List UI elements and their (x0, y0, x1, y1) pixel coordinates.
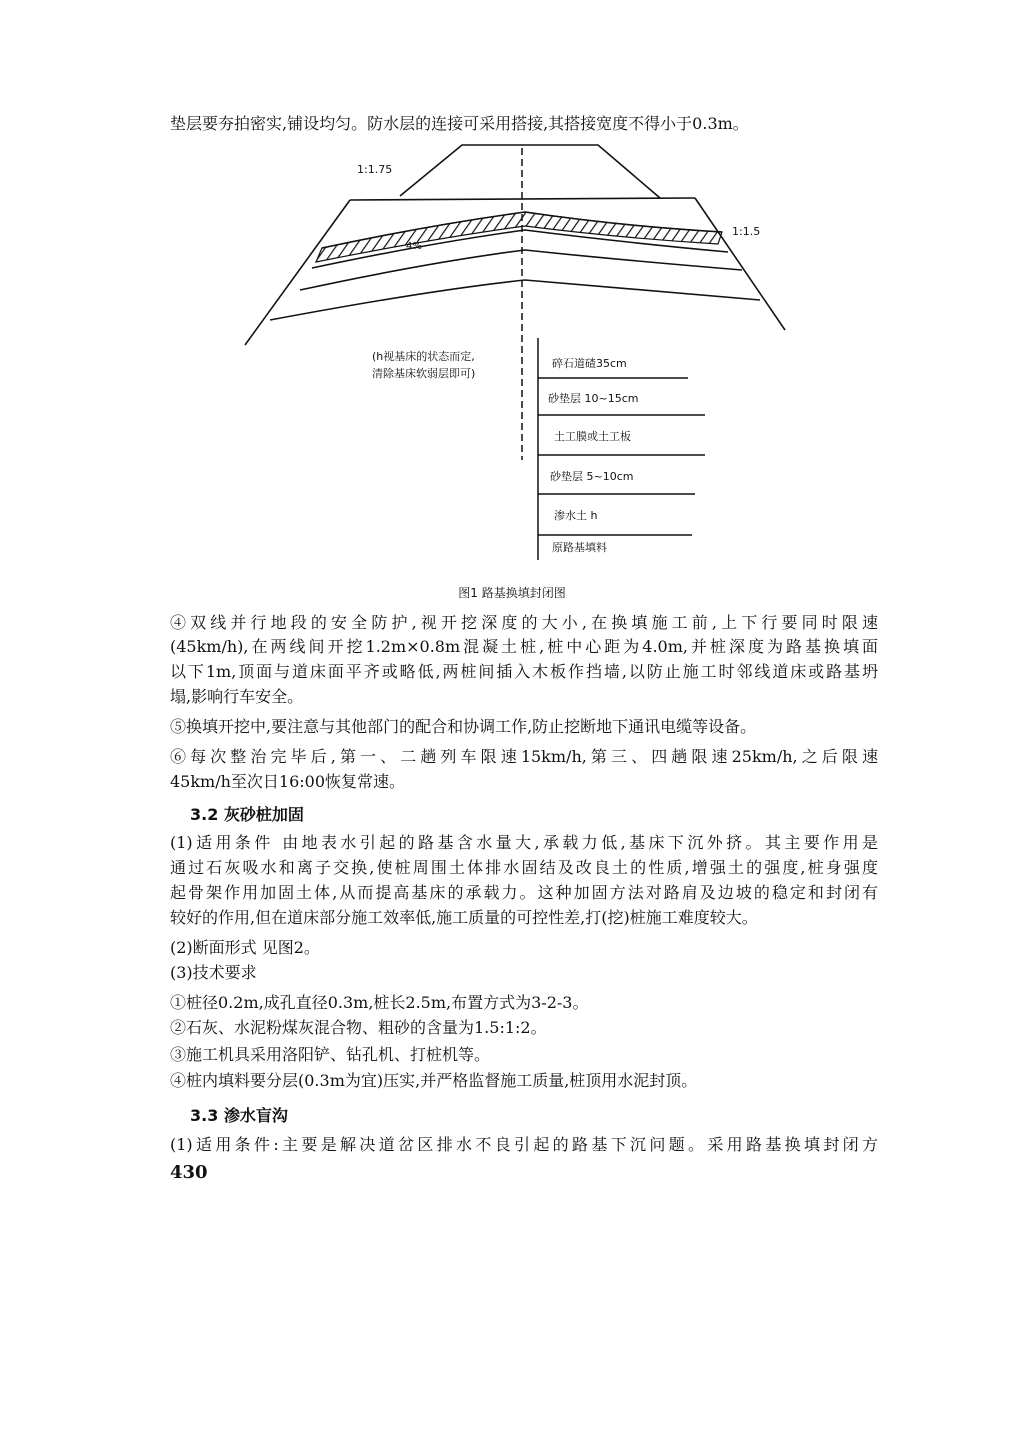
layer-label: 渗水土 h (554, 509, 598, 522)
paragraph-line: ③施工机具采用洛阳铲、钻孔机、打桩机等。 (170, 1045, 491, 1064)
layer-label: 原路基填料 (552, 541, 607, 554)
note-line-2: 清除基床软弱层即可) (372, 367, 476, 380)
paragraph-line: 塌,影响行车安全。 (170, 687, 304, 706)
figure-caption: 图1 路基换填封闭图 (458, 586, 566, 600)
paragraph-line: 起骨架作用加固土体,从而提高基床的承载力。这种加固方法对路肩及边坡的稳定和封闭有 (170, 883, 878, 902)
paragraph-line: (3)技术要求 (170, 963, 257, 982)
slope-label-left: 1:1.75 (357, 163, 393, 176)
layer-label: 土工膜或土工板 (554, 430, 631, 443)
paragraph-line: ②石灰、水泥粉煤灰混合物、粗砂的含量为1.5:1:2。 (170, 1018, 547, 1037)
paragraph-line: ④双线并行地段的安全防护,视开挖深度的大小,在换填施工前,上下行要同时限速 (170, 613, 878, 632)
paragraph-line: 通过石灰吸水和离子交换,使桩周围土体排水固结及改良土的性质,增强土的强度,桩身强度 (170, 858, 878, 877)
subgrade-diagram (0, 0, 1024, 600)
paragraph-line: 45km/h至次日16:00恢复常速。 (170, 772, 406, 791)
paragraph-line: 以下1m,顶面与道床面平齐或略低,两桩间插入木板作挡墙,以防止施工时邻线道床或路基坍 (170, 662, 878, 681)
section-heading-3-2: 3.2 灰砂桩加固 (190, 805, 304, 824)
paragraph-line: (1)适用条件 由地表水引起的路基含水量大,承载力低,基床下沉外挤。其主要作用是 (170, 833, 878, 852)
paragraph-line: 较好的作用,但在道床部分施工效率低,施工质量的可控性差,打(挖)桩施工难度较大。 (170, 908, 758, 927)
paragraph-line: (45km/h),在两线间开挖1.2m×0.8m混凝土桩,桩中心距为4.0m,并桩深度为路基换填面 (170, 637, 878, 656)
paragraph-line: ⑥每次整治完毕后,第一、二趟列车限速15km/h,第三、四趟限速25km/h,之后限速 (170, 747, 878, 766)
page-number: 430 (170, 1162, 208, 1183)
section-heading-3-3: 3.3 渗水盲沟 (190, 1106, 288, 1125)
paragraph-line: ⑤换填开挖中,要注意与其他部门的配合和协调工作,防止挖断地下通讯电缆等设备。 (170, 717, 757, 736)
paragraph-line: (2)断面形式 见图2。 (170, 938, 320, 957)
intro-text: 垫层要夯拍密实,铺设均匀。防水层的连接可采用搭接,其搭接宽度不得小于0.3m。 (170, 114, 749, 133)
layer-label: 砂垫层 10~15cm (548, 392, 639, 405)
grade-label: 4% (406, 241, 422, 252)
layer-label: 砂垫层 5~10cm (550, 470, 634, 483)
paragraph-line: ①桩径0.2m,成孔直径0.3m,桩长2.5m,布置方式为3-2-3。 (170, 993, 589, 1012)
paragraph-line: ④桩内填料要分层(0.3m为宜)压实,并严格监督施工质量,桩顶用水泥封顶。 (170, 1071, 698, 1090)
slope-label-right: 1:1.5 (732, 225, 761, 238)
note-line-1: (h视基床的状态而定, (372, 350, 475, 363)
layer-label: 碎石道碴35cm (552, 357, 627, 370)
paragraph-line: (1)适用条件:主要是解决道岔区排水不良引起的路基下沉问题。采用路基换填封闭方 (170, 1135, 878, 1154)
